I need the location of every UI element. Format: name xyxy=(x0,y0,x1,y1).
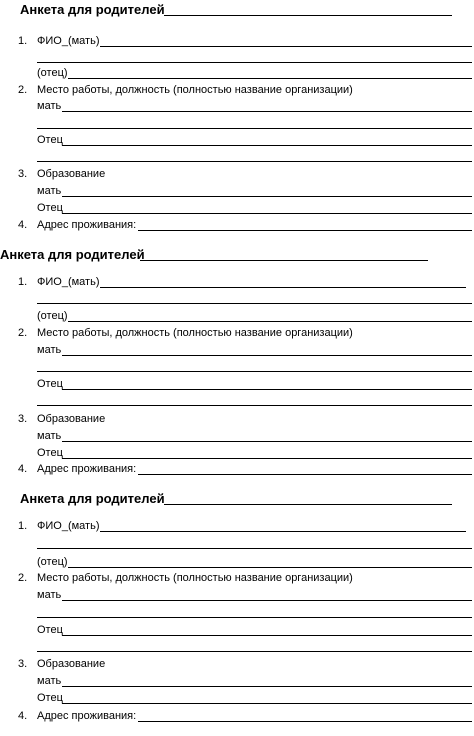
label-work-mother: мать xyxy=(37,344,62,356)
edu-father-field[interactable] xyxy=(62,213,472,214)
work-mother-field[interactable] xyxy=(62,355,472,356)
item-number: 3. xyxy=(18,658,28,670)
work-father-extra-field[interactable] xyxy=(37,651,472,652)
label-work-father: Отец xyxy=(37,378,63,390)
edu-mother-field[interactable] xyxy=(62,441,472,442)
item-number: 2. xyxy=(18,572,28,584)
label-edu-mother: мать xyxy=(37,430,62,442)
title-underline xyxy=(140,260,428,261)
item-number: 3. xyxy=(18,168,28,180)
item-number: 2. xyxy=(18,84,28,96)
label-workplace: Место работы, должность (полностью название организации) xyxy=(37,327,353,339)
item-number: 3. xyxy=(18,413,28,425)
item-number: 1. xyxy=(18,276,28,288)
work-mother-extra-field[interactable] xyxy=(37,371,472,372)
label-education: Образование xyxy=(37,658,106,670)
label-edu-father: Отец xyxy=(37,692,63,704)
work-mother-field[interactable] xyxy=(62,111,472,112)
label-work-father: Отец xyxy=(37,624,63,636)
address-field[interactable] xyxy=(138,230,472,231)
fio-father-field[interactable] xyxy=(68,567,472,568)
label-work-mother: мать xyxy=(37,589,62,601)
item-number: 4. xyxy=(18,463,28,475)
work-mother-field[interactable] xyxy=(62,600,472,601)
label-fio-mother: ФИО_(мать) xyxy=(37,276,100,288)
item-number: 4. xyxy=(18,219,28,231)
label-edu-mother: мать xyxy=(37,675,62,687)
label-edu-mother: мать xyxy=(37,185,62,197)
label-fio-father: (отец) xyxy=(37,67,68,79)
label-address: Адрес проживания: xyxy=(37,463,137,475)
fio-mother-field[interactable] xyxy=(100,531,466,532)
address-field[interactable] xyxy=(138,474,472,475)
fio-extra-field[interactable] xyxy=(37,303,472,304)
label-work-mother: мать xyxy=(37,100,62,112)
work-father-extra-field[interactable] xyxy=(37,161,472,162)
work-mother-extra-field[interactable] xyxy=(37,617,472,618)
form-title: Анкета для родителей xyxy=(20,491,165,506)
label-education: Образование xyxy=(37,413,106,425)
work-father-extra-field[interactable] xyxy=(37,405,472,406)
form-title: Анкета для родителей xyxy=(20,2,165,17)
fio-father-field[interactable] xyxy=(68,321,472,322)
label-address: Адрес проживания: xyxy=(37,219,137,231)
item-number: 2. xyxy=(18,327,28,339)
label-education: Образование xyxy=(37,168,106,180)
item-number: 4. xyxy=(18,710,28,722)
item-number: 1. xyxy=(18,35,28,47)
work-mother-extra-field[interactable] xyxy=(37,128,472,129)
label-workplace: Место работы, должность (полностью название организации) xyxy=(37,84,353,96)
edu-mother-field[interactable] xyxy=(62,686,472,687)
fio-extra-field[interactable] xyxy=(37,548,472,549)
address-field[interactable] xyxy=(138,721,472,722)
fio-extra-field[interactable] xyxy=(37,62,472,63)
fio-father-field[interactable] xyxy=(68,78,472,79)
label-address: Адрес проживания: xyxy=(37,710,137,722)
label-fio-mother: ФИО_(мать) xyxy=(37,520,100,532)
label-fio-mother: ФИО_(мать) xyxy=(37,35,100,47)
label-workplace: Место работы, должность (полностью название организации) xyxy=(37,572,353,584)
edu-father-field[interactable] xyxy=(62,703,472,704)
label-edu-father: Отец xyxy=(37,202,63,214)
label-work-father: Отец xyxy=(37,134,63,146)
item-number: 1. xyxy=(18,520,28,532)
work-father-field[interactable] xyxy=(62,635,472,636)
fio-mother-field[interactable] xyxy=(100,46,472,47)
work-father-field[interactable] xyxy=(62,145,472,146)
label-fio-father: (отец) xyxy=(37,556,68,568)
work-father-field[interactable] xyxy=(62,389,472,390)
title-underline xyxy=(164,15,452,16)
fio-mother-field[interactable] xyxy=(100,287,466,288)
edu-mother-field[interactable] xyxy=(62,196,472,197)
edu-father-field[interactable] xyxy=(62,458,472,459)
label-edu-father: Отец xyxy=(37,447,63,459)
label-fio-father: (отец) xyxy=(37,310,68,322)
title-underline xyxy=(164,504,452,505)
form-title: Анкета для родителей xyxy=(0,247,145,262)
